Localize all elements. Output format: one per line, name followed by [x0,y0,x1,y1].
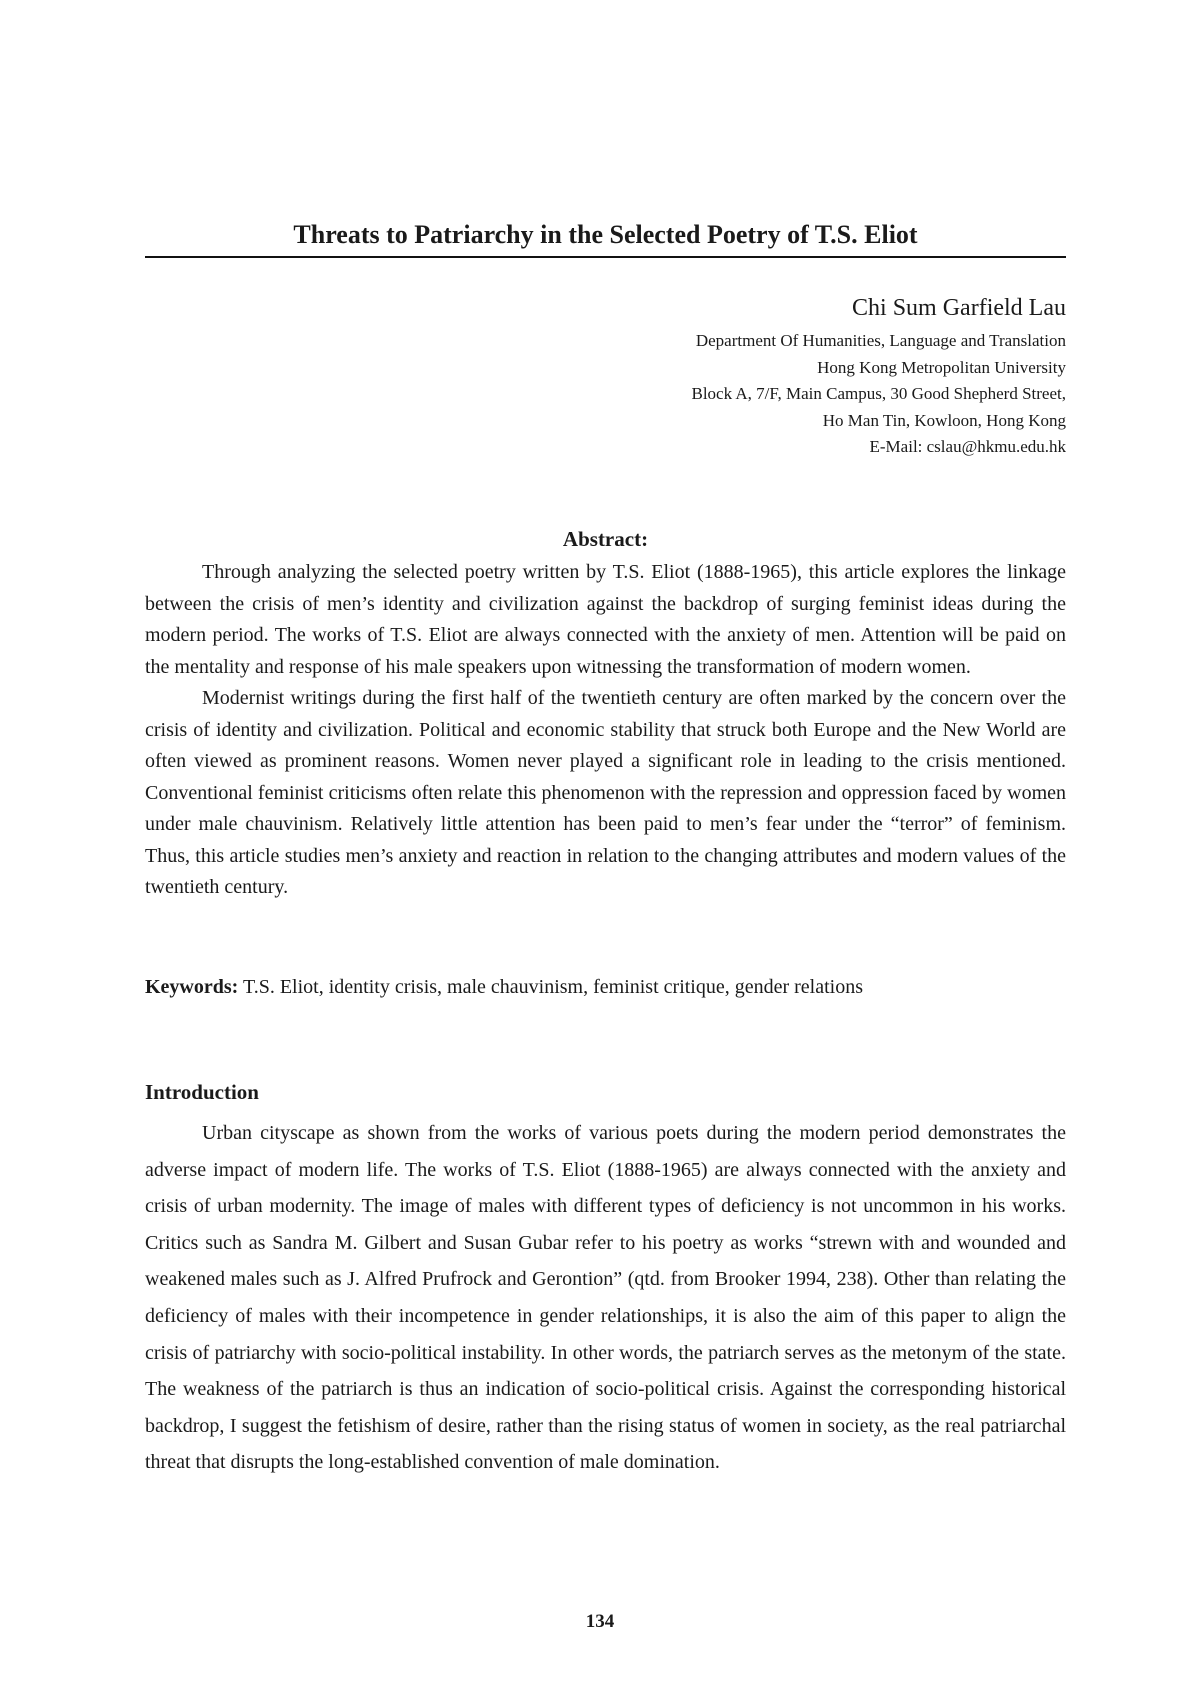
affiliation-department: Department Of Humanities, Language and Translation [695,331,1066,350]
affiliation-address-line2: Ho Man Tin, Kowloon, Hong Kong [822,410,1066,430]
author-name: Chi Sum Garfield Lau [852,295,1066,321]
abstract-body [145,557,1066,904]
keywords [145,972,1066,1002]
abstract-heading: Abstract: [562,527,649,551]
author-email: E-Mail: cslau@hkmu.edu.hk [869,437,1066,456]
author-block [691,290,1066,461]
affiliation-address-line1: Block A, 7/F, Main Campus, 30 Good Shepherd Street, [691,384,1066,403]
affiliation-university: Hong Kong Metropolitan University [817,357,1066,377]
section-heading-introduction: Introduction [145,1080,259,1104]
abstract-paragraph: Modernist writings during the first half of the twentieth century are often marked by the concern over the crisis of identity and civilization. Political and economic stability that struck both Europe and the New World are often viewed as prominent reasons. Women never played a significant role in leading to the crisis mentioned. Conventional feminist criticisms often relate this phenomenon with the repression and oppression faced by women under male chauvinism. Relatively little attention has been paid to men’s fear under the “terror” of feminism. Thus, this article studies men’s anxiety and reaction in relation to the changing attributes and modern values of the twentieth century. [145,687,1066,898]
page-title: Threats to Patriarchy in the Selected Poetry of T.S. Eliot [293,220,918,249]
introduction-paragraph: Urban cityscape as shown from the works of various poets during the modern period demonstrates the adverse impact of modern life. The works of T.S. Eliot (1888-1965) are always connected with the anxiety and crisis of urban modernity. The image of males with different types of deficiency is not uncommon in his works. Critics such as Sandra M. Gilbert and Susan Gubar refer to his poetry as works “strewn with and wounded and weakened males such as J. Alfred Prufrock and Gerontion” (qtd. from Brooker 1994, 238). Other than relating the deficiency of males with their incompetence in gender relationships, it is also the aim of this paper to align the crisis of patriarchy with socio-political instability. In other words, the patriarch serves as the metonym of the state. The weakness of the patriarch is thus an indication of socio-political crisis. Against the corresponding historical backdrop, I suggest the fetishism of desire, rather than the rising status of women in society, as the real patriarchal threat that disrupts the long-established convention of male domination. [145,1122,1066,1474]
keywords-text: T.S. Eliot, identity crisis, male chauvinism, feminist critique, gender relations [238,976,864,998]
keywords-label: Keywords: [145,976,239,998]
title-rule [145,256,1066,258]
abstract-paragraph: Through analyzing the selected poetry written by T.S. Eliot (1888-1965), this article explores the linkage between the crisis of men’s identity and civilization against the backdrop of surging feminist ideas during the modern period. The works of T.S. Eliot are always connected with the anxiety of men. Attention will be paid on the mentality and response of his male speakers upon witnessing the transformation of modern women. [145,561,1066,678]
page-number: 134 [585,1611,615,1632]
